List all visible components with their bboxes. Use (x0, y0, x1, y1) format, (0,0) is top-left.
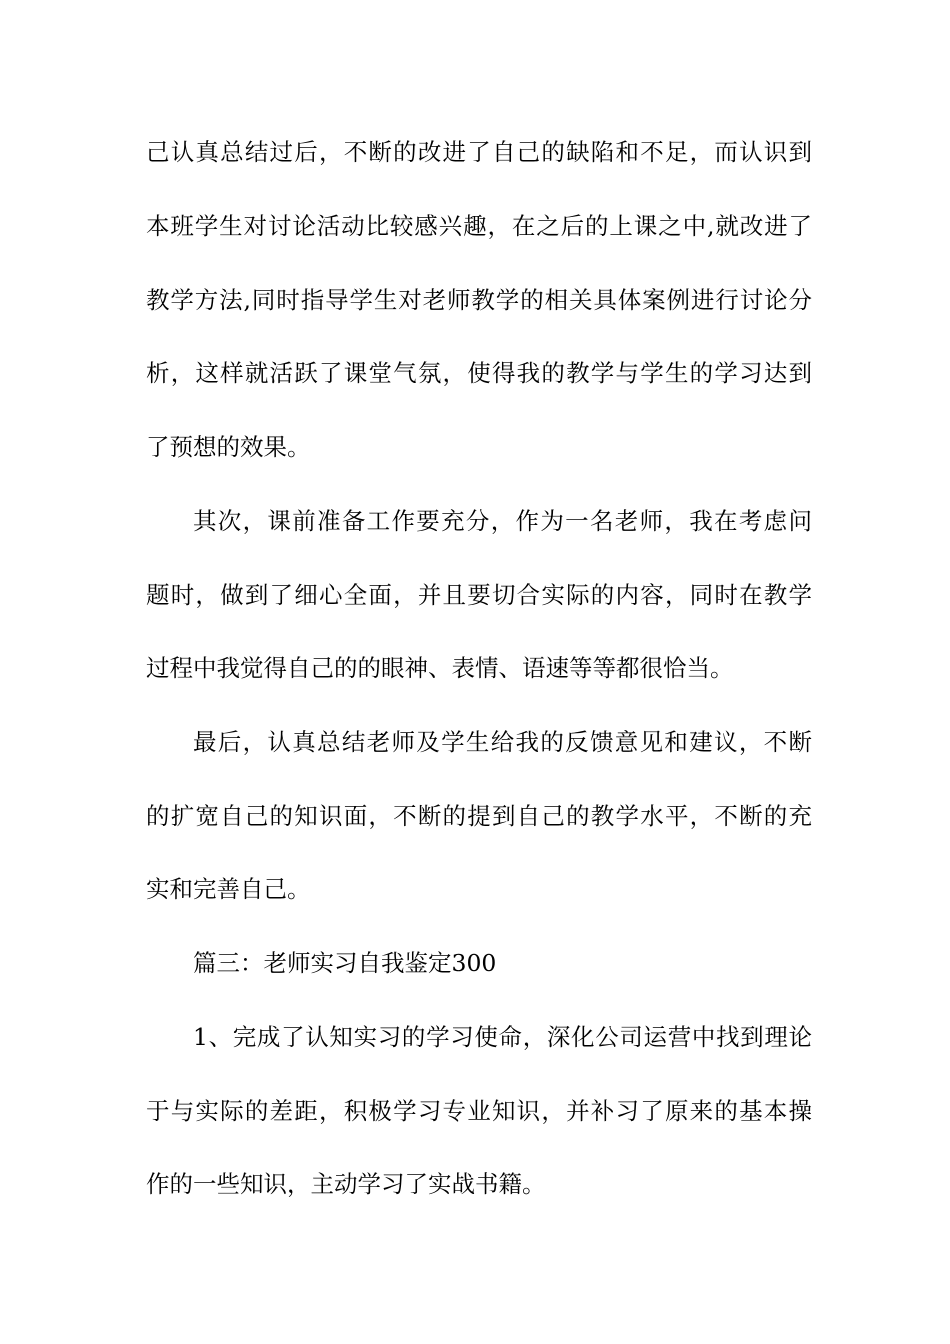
section-heading: 篇三：老师实习自我鉴定300 (193, 949, 497, 977)
paragraph-line: 1、完成了认知实习的学习使命，深化公司运营中找到理论 (193, 1023, 812, 1051)
paragraph-line: 实和完善自己。 (146, 875, 311, 903)
paragraph-line: 题时，做到了细心全面，并且要切合实际的内容，同时在教学 (146, 581, 812, 609)
paragraph-line: 教学方法,同时指导学生对老师教学的相关具体案例进行讨论分 (146, 286, 812, 314)
paragraph-line: 于与实际的差距，积极学习专业知识，并补习了原来的基本操 (146, 1097, 812, 1125)
paragraph-line: 最后，认真总结老师及学生给我的反馈意见和建议，不断 (193, 728, 812, 756)
paragraph-line: 作的一些知识，主动学习了实战书籍。 (146, 1170, 546, 1198)
paragraph-line: 了预想的效果。 (146, 433, 311, 461)
paragraph-line: 其次，课前准备工作要充分，作为一名老师，我在考虑问 (193, 507, 812, 535)
paragraph-line: 己认真总结过后，不断的改进了自己的缺陷和不足，而认识到 (146, 138, 812, 166)
paragraph-line: 析，这样就活跃了课堂气氛，使得我的教学与学生的学习达到 (146, 359, 812, 387)
paragraph-line: 的扩宽自己的知识面，不断的提到自己的教学水平，不断的充 (146, 802, 812, 830)
paragraph-line: 本班学生对讨论活动比较感兴趣，在之后的上课之中,就改进了 (146, 212, 812, 240)
paragraph-line: 过程中我觉得自己的的眼神、表情、语速等等都很恰当。 (146, 654, 734, 682)
